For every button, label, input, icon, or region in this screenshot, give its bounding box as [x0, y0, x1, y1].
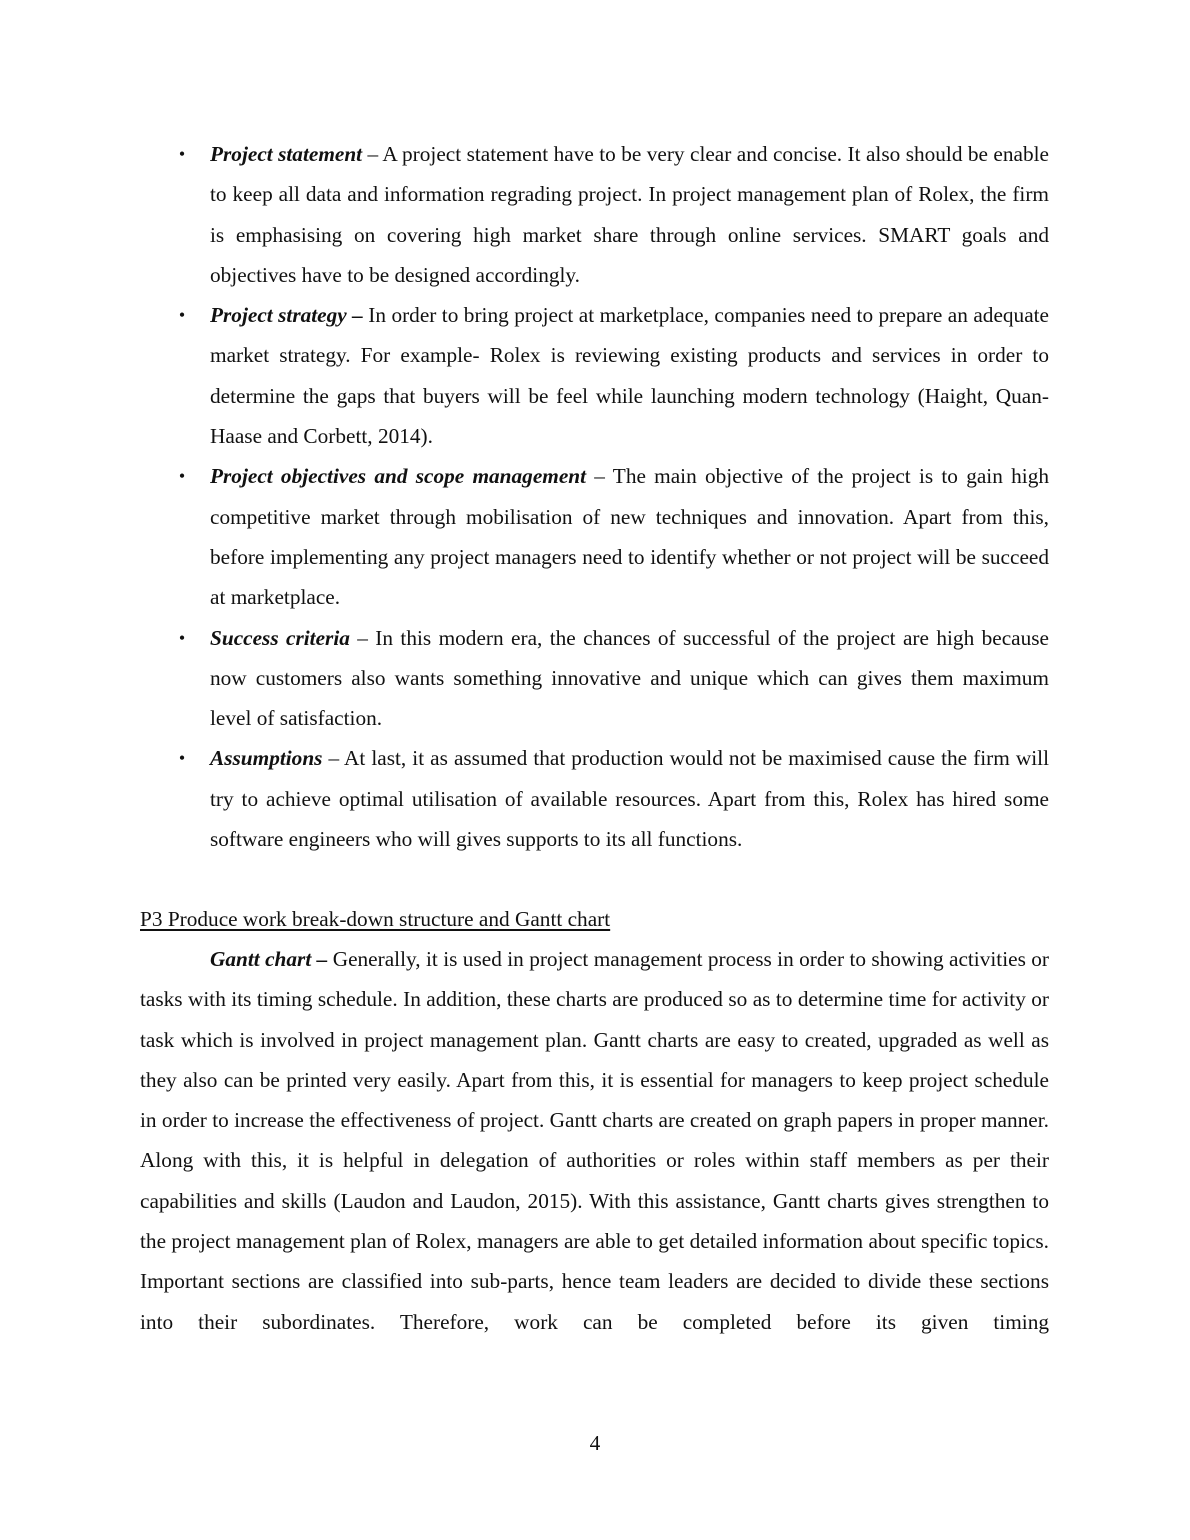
bullet-text: In order to bring project at marketplace, companies need to prepare an adequate market strategy. For example- Rolex is reviewing existing products and services in order to determine the gaps that buyers will be feel while launching modern technology (Haight, Quan-Haase and Corbett, 2014). — [210, 303, 1050, 449]
paragraph-term: Gantt chart – — [210, 947, 328, 971]
bullet-list — [178, 134, 1050, 859]
bullet-text: – The main objective of the project is to gain high competitive market through mobilisation of new techniques and innovation. Apart from this, before implementing any project managers need to identify whether or not project will be succeed at marketplace. — [210, 464, 1049, 610]
bullet-item-project-statement — [178, 134, 1049, 295]
bullet-icon: • — [178, 305, 186, 326]
bullet-item-project-objectives — [178, 456, 1049, 617]
bullet-term: Success criteria — [210, 625, 350, 650]
bullet-item-project-strategy — [178, 295, 1050, 456]
bullet-item-assumptions — [178, 738, 1049, 859]
section-heading: P3 Produce work break-down structure and Gantt chart — [140, 907, 611, 931]
bullet-text: – A project statement have to be very clear and concise. It also should be enable to keep all data and information regrading project. In project management plan of Rolex, the firm is emphasising on covering high market share through online services. SMART goals and objectives have to be designed accordingly. — [210, 142, 1049, 287]
bullet-icon: • — [178, 144, 186, 164]
bullet-term: Project strategy – — [210, 303, 363, 328]
paragraph-text: Generally, it is used in project management process in order to showing activities or tasks with its timing schedule. In addition, these charts are produced so as to determine time for activity or task which is involved in project management plan. Gantt charts are easy to created, upgraded as well as they also can be printed very easily. Apart from this, it is essential for managers to keep project schedule in order to increase the effectiveness of project. Gantt charts are created on graph papers in proper manner. Along with this, it is helpful in delegation of authorities or roles within staff members as per their capabilities and skills (Laudon and Laudon, 2015). With this assistance, Gantt charts gives strengthen to the project management plan of Rolex, managers are able to get detailed information about specific topics. Important sections are classified into sub-parts, hence team leaders are decided to divide these sections into their subordinates. Therefore, work can be completed before its given timing — [140, 947, 1049, 1334]
bullet-term: Project objectives and scope management — [210, 464, 587, 489]
bullet-text: – At last, it as assumed that production would not be maximised cause the firm will try to achieve optimal utilisation of available resources. Apart from this, Rolex has hired some software engineers who will gives supports to its all functions. — [210, 746, 1049, 852]
bullet-item-success-criteria — [178, 618, 1049, 739]
bullet-icon: • — [178, 748, 186, 769]
bullet-icon: • — [178, 466, 186, 487]
gantt-chart-paragraph — [140, 939, 1049, 1342]
bullet-icon: • — [178, 627, 186, 648]
page-number: 4 — [589, 1431, 601, 1455]
bullet-term: Project statement — [210, 142, 363, 166]
bullet-term: Assumptions — [210, 746, 323, 771]
bullet-text: – In this modern era, the chances of successful of the project are high because now customers also wants something innovative and unique which can gives them maximum level of satisfaction. — [210, 625, 1049, 731]
